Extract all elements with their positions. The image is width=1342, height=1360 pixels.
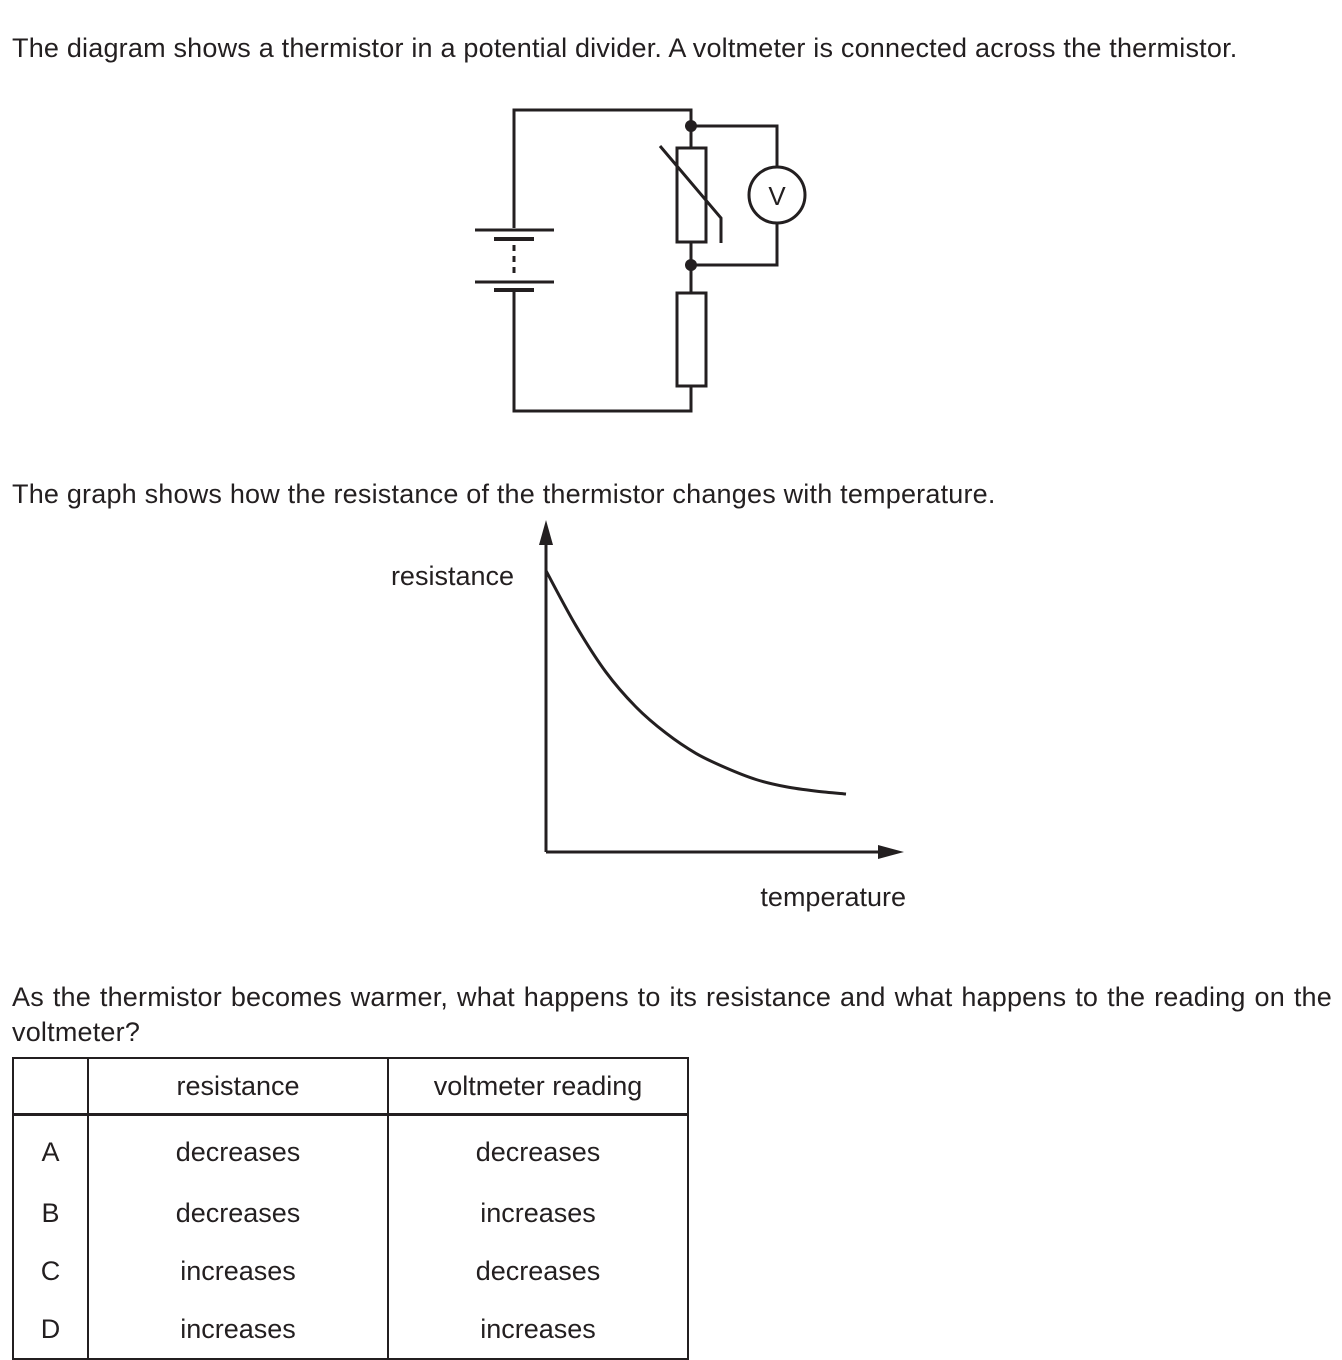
option-resistance: decreases bbox=[88, 1115, 388, 1185]
option-row-a[interactable] bbox=[13, 1115, 688, 1185]
option-row-c[interactable] bbox=[13, 1242, 688, 1300]
graph bbox=[391, 520, 906, 912]
circuit-diagram bbox=[475, 110, 805, 411]
x-axis-arrow-icon bbox=[878, 845, 904, 859]
resistance-curve bbox=[546, 571, 846, 794]
y-axis-arrow-icon bbox=[539, 520, 553, 545]
option-row-d[interactable] bbox=[13, 1300, 688, 1359]
option-letter[interactable]: D bbox=[13, 1300, 88, 1359]
option-voltmeter: decreases bbox=[388, 1242, 688, 1300]
question-text: As the thermistor becomes warmer, what happens to its resistance and what happens to the reading on the voltmeter? bbox=[12, 982, 1332, 1047]
option-letter[interactable]: A bbox=[13, 1115, 88, 1185]
table-header-resistance: resistance bbox=[88, 1058, 388, 1115]
intro-text: The diagram shows a thermistor in a potential divider. A voltmeter is connected across the thermistor. bbox=[12, 33, 1238, 63]
fixed-resistor-icon bbox=[677, 293, 706, 386]
option-resistance: increases bbox=[88, 1300, 388, 1359]
option-letter[interactable]: C bbox=[13, 1242, 88, 1300]
voltmeter-label: V bbox=[768, 181, 786, 211]
option-resistance: increases bbox=[88, 1242, 388, 1300]
battery-icon bbox=[475, 230, 554, 290]
option-resistance: decreases bbox=[88, 1184, 388, 1242]
circuit-wire-loop bbox=[514, 110, 691, 411]
option-letter[interactable]: B bbox=[13, 1184, 88, 1242]
table-header-row bbox=[13, 1058, 688, 1115]
y-axis-label: resistance bbox=[390, 561, 514, 591]
thermistor-icon bbox=[660, 146, 721, 243]
answer-options-table bbox=[12, 1057, 689, 1360]
option-voltmeter: decreases bbox=[388, 1115, 688, 1185]
x-axis-label: temperature bbox=[760, 882, 906, 912]
option-voltmeter: increases bbox=[388, 1300, 688, 1359]
graph-intro-text: The graph shows how the resistance of the thermistor changes with temperature. bbox=[12, 479, 996, 509]
option-voltmeter: increases bbox=[388, 1184, 688, 1242]
table-header-blank bbox=[13, 1058, 88, 1115]
table-header-voltmeter: voltmeter reading bbox=[388, 1058, 688, 1115]
option-row-b[interactable] bbox=[13, 1184, 688, 1242]
junction-dot bbox=[685, 259, 697, 271]
junction-dot bbox=[685, 120, 697, 132]
